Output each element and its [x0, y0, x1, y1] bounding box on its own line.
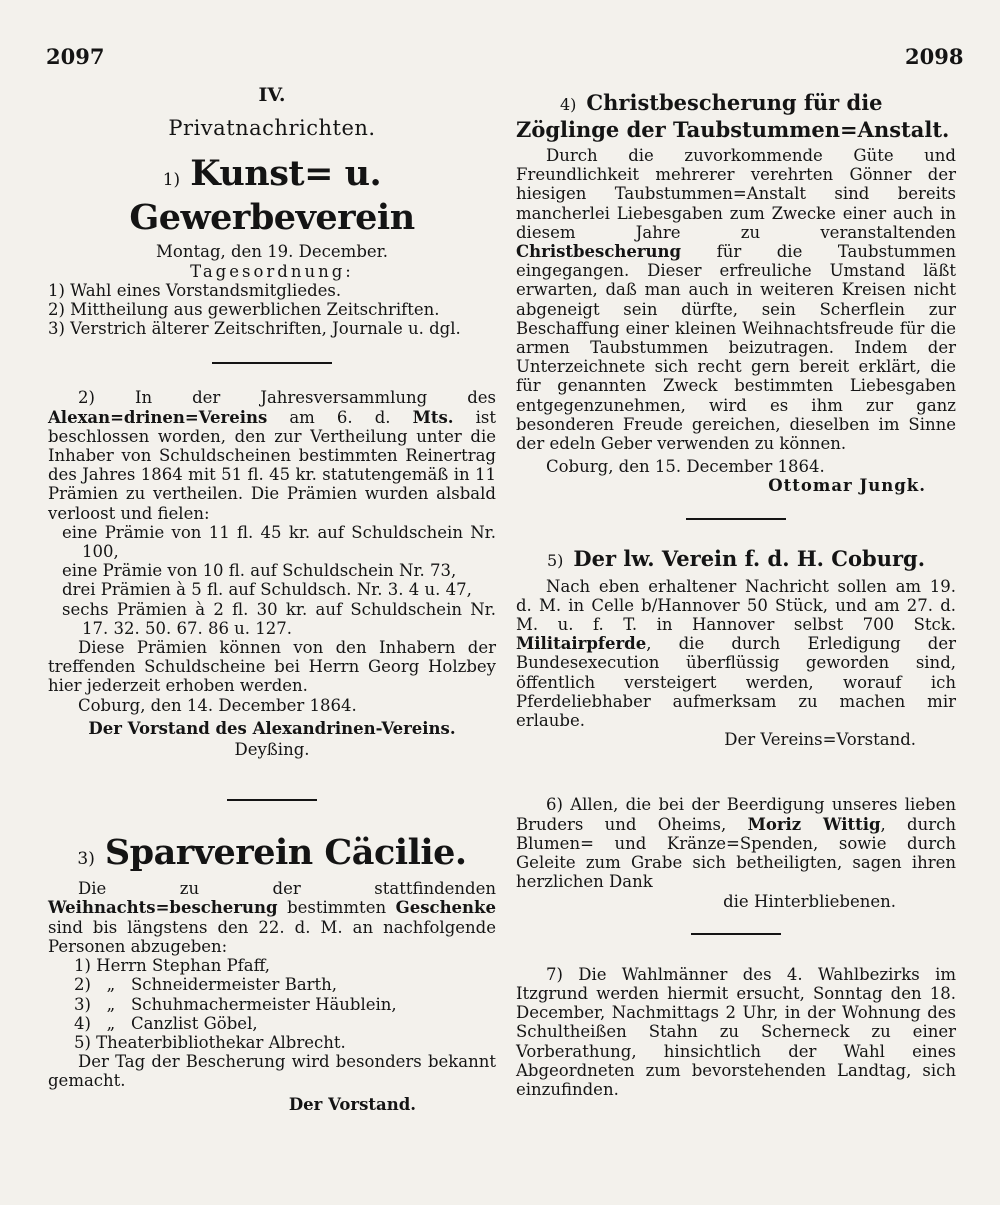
text-run: Durch die zuvorkommende Güte und Freundlichkeit mehrerer verehrten Gönner der hiesigen Taubstummen=Anstalt sind bereits mancherlei Liebesgaben zum Zwecke einer auch in diesem Jahre zu veranstaltenden: [516, 146, 956, 242]
text-run: ist beschlossen worden, den zur Vertheilung unter die Inhaber von Schuldscheinen bestimmten Reinertrag des Jahres 1864 mit 51 fl. 45 kr. statutengemäß in 11 Prämien zu vertheilen. Die Prämien wurden alsbald verloost und fielen:: [48, 407, 497, 523]
agenda-item: 1) Wahl eines Vorstandsmitgliedes.: [48, 280, 342, 300]
section-roman: IV.: [258, 84, 286, 106]
person-item: 2) „ Schneidermeister Barth,: [74, 975, 338, 995]
person-item: 1) Herrn Stephan Pfaff,: [74, 956, 271, 976]
notice-wahlmaenner: [516, 965, 956, 1099]
text-run: am 6. d.: [267, 407, 413, 427]
text-run: bestimmten: [277, 898, 396, 918]
notice-landwirtschaft: [516, 546, 956, 750]
bold-run: Christbescherung: [516, 242, 682, 262]
text-run: , die durch Erledigung der Bundesexecution überflüssig geworden sind, öffentlich versteigert werden, worauf ich Pferdeliebhaber aufmerksam zu machen mir erlaube.: [516, 634, 956, 731]
notice-title: Der lw. Verein f. d. H. Coburg.: [573, 545, 926, 571]
notice-signature: die Hinterbliebenen.: [723, 891, 896, 911]
notice-body: [516, 146, 956, 453]
notice-signer: Deyßing.: [234, 740, 310, 760]
bold-run: Geschenke: [395, 898, 496, 918]
notice-kunstverein: [48, 152, 496, 338]
notice-date: Coburg, den 14. December 1864.: [78, 695, 357, 715]
bold-run: Militairpferde: [516, 634, 647, 654]
text-run: Die zu der stattfindenden: [78, 879, 496, 899]
person-item: 5) Theaterbibliothekar Albrecht.: [74, 1032, 346, 1052]
notice-heading: [516, 546, 956, 573]
agenda-label: Tagesordnung:: [190, 261, 354, 281]
notice-alexandrinen: [48, 388, 496, 759]
notice-body: [48, 388, 496, 522]
notice-signature: Ottomar Jungk.: [768, 476, 926, 496]
prize-item: drei Prämien à 5 fl. auf Schuldsch. Nr. 3. 4 u. 47,: [62, 580, 472, 600]
bold-run: Moriz Wittig: [747, 814, 881, 834]
notice-signature: Der Vorstand.: [288, 1094, 416, 1114]
left-column: [48, 78, 496, 1114]
notice-heading: [48, 152, 496, 240]
notice-title: Christbescherung für die Zöglinge der Taubstummen=Anstalt.: [516, 90, 950, 142]
notice-danksagung: [516, 795, 956, 910]
text-run: für die Taubstummen eingegangen. Dieser erfreuliche Umstand läßt erwarten, daß man auch in weiteren Kreisen nicht abgeneigt sein dürfte, sein Scherflein zur Beschaffung einer kleinen Weihnachtsfreude für die armen Taubstummen beizutragen. Indem der Unterzeichnete sich recht gern bereit erklärt, die für genannten Zweck bestimmten Liebesgaben entgegenzunehmen, wird es ihm zur ganz besonderen Freude gereichen, dieselben im Sinne der edeln Geber verwenden zu können.: [516, 242, 956, 454]
notice-body: 7) Die Wahlmänner des 4. Wahlbezirks im Itzgrund werden hiermit ersucht, Sonntag den 18. December, Nachmittags 2 Uhr, in der Wohnung des Schultheißen Stahn zu Scherneck zu einer Vorberathung, hinsichtlich der Wahl eines Abgeordneten zum bevorstehenden Landtag, sich einzufinden.: [516, 964, 956, 1099]
notice-number: 5): [546, 550, 564, 570]
text-run: 6) Allen, die bei der Beerdigung unseres lieben Bruders und Oheims,: [516, 795, 956, 834]
notice-title: Kunst= u. Gewerbeverein: [129, 153, 415, 239]
notice-body: [516, 795, 956, 891]
right-column: [516, 78, 956, 1099]
notice-body: [48, 879, 496, 956]
prize-item: sechs Prämien à 2 fl. 30 kr. auf Schuldschein Nr. 17. 32. 50. 67. 86 u. 127.: [62, 599, 496, 638]
divider: [691, 933, 781, 935]
notice-number: 1): [162, 170, 181, 191]
notice-closing: Diese Prämien können von den Inhabern der treffenden Schuldscheine bei Herrn Georg Holzbey hier jederzeit erhoben werden.: [48, 638, 496, 696]
prize-item: eine Prämie von 11 fl. 45 kr. auf Schuldschein Nr. 100,: [62, 522, 496, 562]
person-item: 4) „ Canzlist Göbel,: [74, 1013, 258, 1033]
notice-body: [516, 577, 956, 731]
notice-heading: [48, 831, 496, 875]
divider: [686, 518, 786, 520]
notice-signature: Der Vereins=Vorstand.: [724, 730, 916, 750]
page-number-left: 2097: [46, 44, 105, 69]
divider: [227, 799, 317, 801]
notice-date: Montag, den 19. December.: [156, 242, 388, 262]
text-run: sind bis längstens den 22. d. M. an nachfolgende Personen abzugeben:: [48, 917, 496, 956]
bold-run: Alexan=drinen=Vereins: [48, 407, 268, 427]
person-item: 3) „ Schuhmachermeister Häublein,: [74, 994, 397, 1014]
notice-taubstummen: [516, 90, 956, 496]
prize-item: eine Prämie von 10 fl. auf Schuldschein Nr. 73,: [62, 561, 457, 581]
text-run: 2) In der Jahresversammlung des: [78, 388, 496, 408]
notice-closing: Der Tag der Bescherung wird besonders bekannt gemacht.: [48, 1052, 496, 1091]
agenda-item: 2) Mittheilung aus gewerblichen Zeitschriften.: [48, 300, 440, 320]
text-run: Nach eben erhaltener Nachricht sollen am 19. d. M. in Celle b/Hannover 50 Stück, und am 27. d. M. u. f. T. in Hannover selbst 700 Stck.: [516, 576, 956, 635]
notice-number: 4): [560, 95, 577, 114]
notice-title: Sparverein Cäcilie.: [104, 832, 467, 874]
text-run: , durch Blumen= und Kränze=Spenden, sowie durch Geleite zum Grabe sich betheiligten, sagen ihren herzlichen Dank: [516, 814, 956, 892]
bold-run: Mts.: [412, 407, 454, 427]
notice-number: 3): [77, 849, 95, 870]
agenda-item: 3) Verstrich älterer Zeitschriften, Journale u. dgl.: [48, 319, 461, 339]
bold-run: Weihnachts=bescherung: [48, 898, 278, 918]
page-number-right: 2098: [905, 44, 964, 69]
divider: [212, 362, 332, 364]
section-title: Privatnachrichten.: [168, 116, 376, 141]
notice-heading: [516, 90, 956, 142]
notice-sparverein: [48, 831, 496, 1113]
notice-date: Coburg, den 15. December 1864.: [546, 457, 825, 477]
notice-signature: Der Vorstand des Alexandrinen-Vereins.: [88, 718, 456, 738]
